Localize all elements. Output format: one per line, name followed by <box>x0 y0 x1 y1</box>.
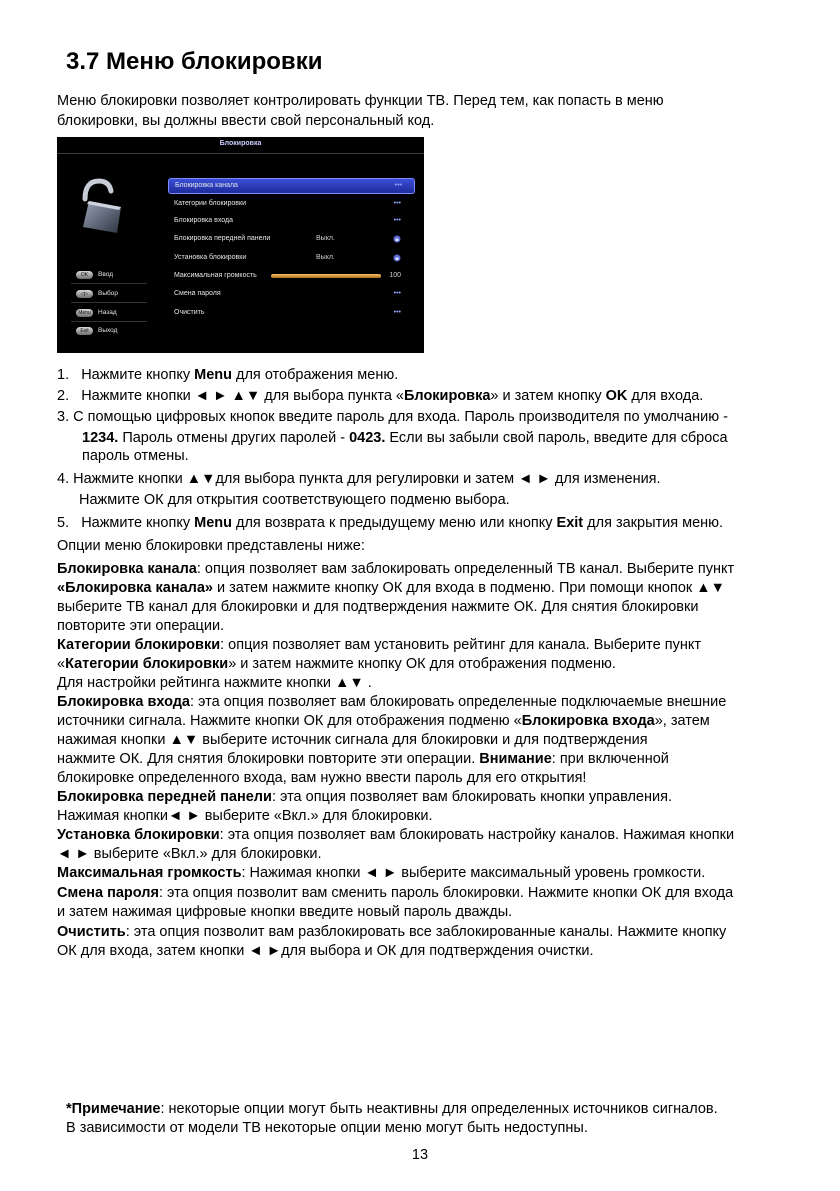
menu-item-label: Установка блокировки <box>174 254 247 261</box>
option-text: и затем нажмите кнопку ОК для входа в подменю. При помощи кнопок ▲▼ <box>213 580 725 596</box>
menu-key-name: Menu <box>194 367 232 383</box>
submenu-dots: ••• <box>393 290 401 297</box>
option-title: Смена пароля <box>57 885 159 901</box>
step-5 <box>57 514 837 532</box>
option-change-password <box>57 884 837 921</box>
step-text: » и затем кнопку <box>490 388 606 404</box>
menu-item-max-volume[interactable] <box>168 269 413 283</box>
volume-value: 100 <box>389 272 401 279</box>
option-title: Очистить <box>57 924 126 940</box>
option-text: ОК для входа, затем кнопки ◄ ►для выбора и ОК для подтверждения очистки. <box>57 943 594 959</box>
option-text: и затем нажимая цифровые кнопки введите новый пароль дважды. <box>57 904 513 920</box>
hint-label: Выход <box>98 327 118 334</box>
note-text: : некоторые опции могут быть неактивны для определенных источников сигналов. <box>160 1101 718 1117</box>
screen-title: Блокировка <box>219 140 262 147</box>
ok-key-icon: OK <box>76 271 93 279</box>
step-text: для входа. <box>627 388 704 404</box>
option-text: : эта опция позволит вам разблокировать все заблокированные каналы. Нажмите кнопку <box>125 924 727 940</box>
step-1 <box>57 366 827 384</box>
hint-label: Ввод <box>98 271 113 278</box>
step-4-line-2: Нажмите ОК для открытия соответствующего подменю выбора. <box>79 492 510 508</box>
submenu-dots: ••• <box>394 182 402 189</box>
step-number: 4. <box>57 471 70 487</box>
step-number: 5. <box>57 515 70 531</box>
option-text: : эта опция позволяет вам блокировать настройку каналов. Нажимая кнопки <box>219 827 735 843</box>
menu-item-install-lock[interactable] <box>168 251 413 265</box>
padlock-icon <box>77 177 127 235</box>
option-text: « <box>57 656 66 672</box>
hint-back <box>73 307 145 319</box>
option-title: «Блокировка канала» <box>57 580 213 596</box>
step-text: Нажмите кнопки ▲▼для выбора пункта для регулировки и затем ◄ ► для изменения. <box>73 471 661 487</box>
option-title: Категории блокировки <box>65 656 229 672</box>
hint-label: Назад <box>98 309 117 316</box>
menu-item-label: Смена пароля <box>174 290 221 297</box>
step-text: Нажмите кнопку <box>81 515 195 531</box>
step-3 <box>57 408 827 426</box>
option-text: : при включенной <box>551 751 669 767</box>
intro-line-2: блокировки, вы должны ввести свой персональный код. <box>57 113 435 129</box>
option-text: выберите ТВ канал для блокировки и для подтверждения нажмите ОК. Для снятия блокировки <box>57 599 699 615</box>
option-max-volume <box>57 864 837 882</box>
step-text: для закрытия меню. <box>583 515 724 531</box>
step-text: С помощью цифровых кнопок введите пароль для входа. Пароль производителя по умолчанию - <box>73 409 729 425</box>
menu-item-value: Выкл. <box>316 235 335 242</box>
master-password: 0423. <box>349 430 386 446</box>
hint-label: Выбор <box>98 290 118 297</box>
option-title: Установка блокировки <box>57 827 220 843</box>
hint-select <box>73 288 145 300</box>
menu-item-label: Очистить <box>174 309 205 316</box>
arrows-key-icon: ◁▷ <box>76 290 93 298</box>
option-text: повторите эти операции. <box>57 618 225 634</box>
option-text: Нажимая кнопки◄ ► выберите «Вкл.» для блокировки. <box>57 808 433 824</box>
hint-divider <box>71 283 147 284</box>
option-title: Блокировка передней панели <box>57 789 272 805</box>
step-number: 1. <box>57 367 70 383</box>
step-text: Нажмите кнопки ◄ ► ▲▼ для выбора пункта « <box>81 388 404 404</box>
hint-divider <box>71 321 147 322</box>
step-4 <box>57 470 827 488</box>
option-text: : Нажимая кнопки ◄ ► выберите максимальный уровень громкости. <box>241 865 706 881</box>
option-title: Максимальная громкость <box>57 865 242 881</box>
options-intro: Опции меню блокировки представлены ниже: <box>57 538 365 554</box>
step-text: для отображения меню. <box>231 367 399 383</box>
menu-item-clear[interactable] <box>168 306 413 320</box>
submenu-dots: ••• <box>393 217 401 224</box>
lock-toggle-icon <box>393 254 401 262</box>
menu-item-label: Максимальная громкость <box>174 272 257 279</box>
menu-item-input-lock[interactable] <box>168 214 413 228</box>
option-clear <box>57 923 837 960</box>
option-title: Блокировка входа <box>57 694 190 710</box>
submenu-dots: ••• <box>393 200 401 207</box>
option-text: : опция позволяет вам заблокировать определенный ТВ канал. Выберите пункт <box>196 561 735 577</box>
option-text: Для настройки рейтинга нажмите кнопки ▲▼ . <box>57 675 372 691</box>
intro-line-1: Меню блокировки позволяет контролировать функции ТВ. Перед тем, как попасть в меню <box>57 93 664 109</box>
menu-item-label: Категории блокировки <box>174 200 246 207</box>
lock-toggle-icon <box>393 235 401 243</box>
menu-item-name: Блокировка <box>404 388 491 404</box>
option-front-panel-lock <box>57 788 837 825</box>
menu-item-value: Выкл. <box>316 254 335 261</box>
menu-key-name: Menu <box>194 515 232 531</box>
option-text: блокировке определенного входа, вам нужно ввести пароль для его открытия! <box>57 770 587 786</box>
hint-ok <box>73 269 145 281</box>
exit-key-name: Exit <box>556 515 584 531</box>
option-text: : опция позволяет вам установить рейтинг для канала. Выберите пункт <box>220 637 701 653</box>
volume-slider[interactable] <box>271 274 381 278</box>
ok-key-name: OK <box>605 388 628 404</box>
option-title: Блокировка входа <box>521 713 655 729</box>
option-text: источники сигнала. Нажмите кнопки ОК для отображения подменю « <box>57 713 522 729</box>
option-install-lock <box>57 826 837 863</box>
menu-item-change-password[interactable] <box>168 287 413 301</box>
hint-divider <box>71 302 147 303</box>
option-text: нажмите ОК. Для снятия блокировки повторите эти операции. <box>57 751 480 767</box>
option-text: : эта опция позволяет вам блокировать определенные подключаемые внешние <box>190 694 727 710</box>
page-title: 3.7 Меню блокировки <box>66 48 323 75</box>
step-number: 3. <box>57 409 70 425</box>
exit-key-icon: Exit <box>76 327 93 335</box>
option-text: : эта опция позволяет вам блокировать кнопки управления. <box>271 789 672 805</box>
option-lock-categories <box>57 636 837 692</box>
option-text: », затем <box>654 713 710 729</box>
step-text: для возврата к предыдущему меню или кнопку <box>231 515 557 531</box>
step-number: 2. <box>57 388 70 404</box>
step-3-line-3: пароль отмены. <box>82 448 189 464</box>
option-title: Категории блокировки <box>57 637 221 653</box>
option-text: » и затем нажмите кнопку ОК для отображения подменю. <box>228 656 616 672</box>
option-channel-lock <box>57 560 837 635</box>
menu-item-lock-categories[interactable] <box>168 197 413 211</box>
step-text: Пароль отмены других паролей - <box>118 430 350 446</box>
step-text: Нажмите кнопку <box>81 367 195 383</box>
footnote <box>66 1100 826 1138</box>
note-text: В зависимости от модели ТВ некоторые опции меню могут быть недоступны. <box>66 1120 588 1136</box>
menu-item-front-panel-lock[interactable] <box>168 232 413 246</box>
step-text: Если вы забыли свой пароль, введите для сброса <box>385 430 728 446</box>
warning-label: Внимание <box>479 751 552 767</box>
default-password: 1234. <box>82 430 119 446</box>
page-number: 13 <box>411 1147 429 1163</box>
menu-item-label: Блокировка входа <box>174 217 233 224</box>
submenu-dots: ••• <box>393 309 401 316</box>
lock-menu-screenshot <box>57 137 424 353</box>
step-3-line-2 <box>82 429 832 447</box>
hint-exit <box>73 325 145 337</box>
menu-item-label: Блокировка передней панели <box>174 235 271 242</box>
title-divider <box>57 153 424 154</box>
menu-item-channel-lock[interactable] <box>168 178 415 194</box>
option-input-lock <box>57 693 837 787</box>
step-2 <box>57 387 827 405</box>
menu-key-icon: Menu <box>76 309 93 317</box>
option-text: : эта опция позволит вам сменить пароль блокировки. Нажмите кнопки ОК для входа <box>158 885 734 901</box>
note-label: *Примечание <box>66 1101 161 1117</box>
menu-item-label: Блокировка канала <box>175 182 238 189</box>
option-text: нажимая кнопки ▲▼ выберите источник сигнала для блокировки и для подтверждения <box>57 732 648 748</box>
option-title: Блокировка канала <box>57 561 197 577</box>
option-text: ◄ ► выберите «Вкл.» для блокировки. <box>57 846 322 862</box>
